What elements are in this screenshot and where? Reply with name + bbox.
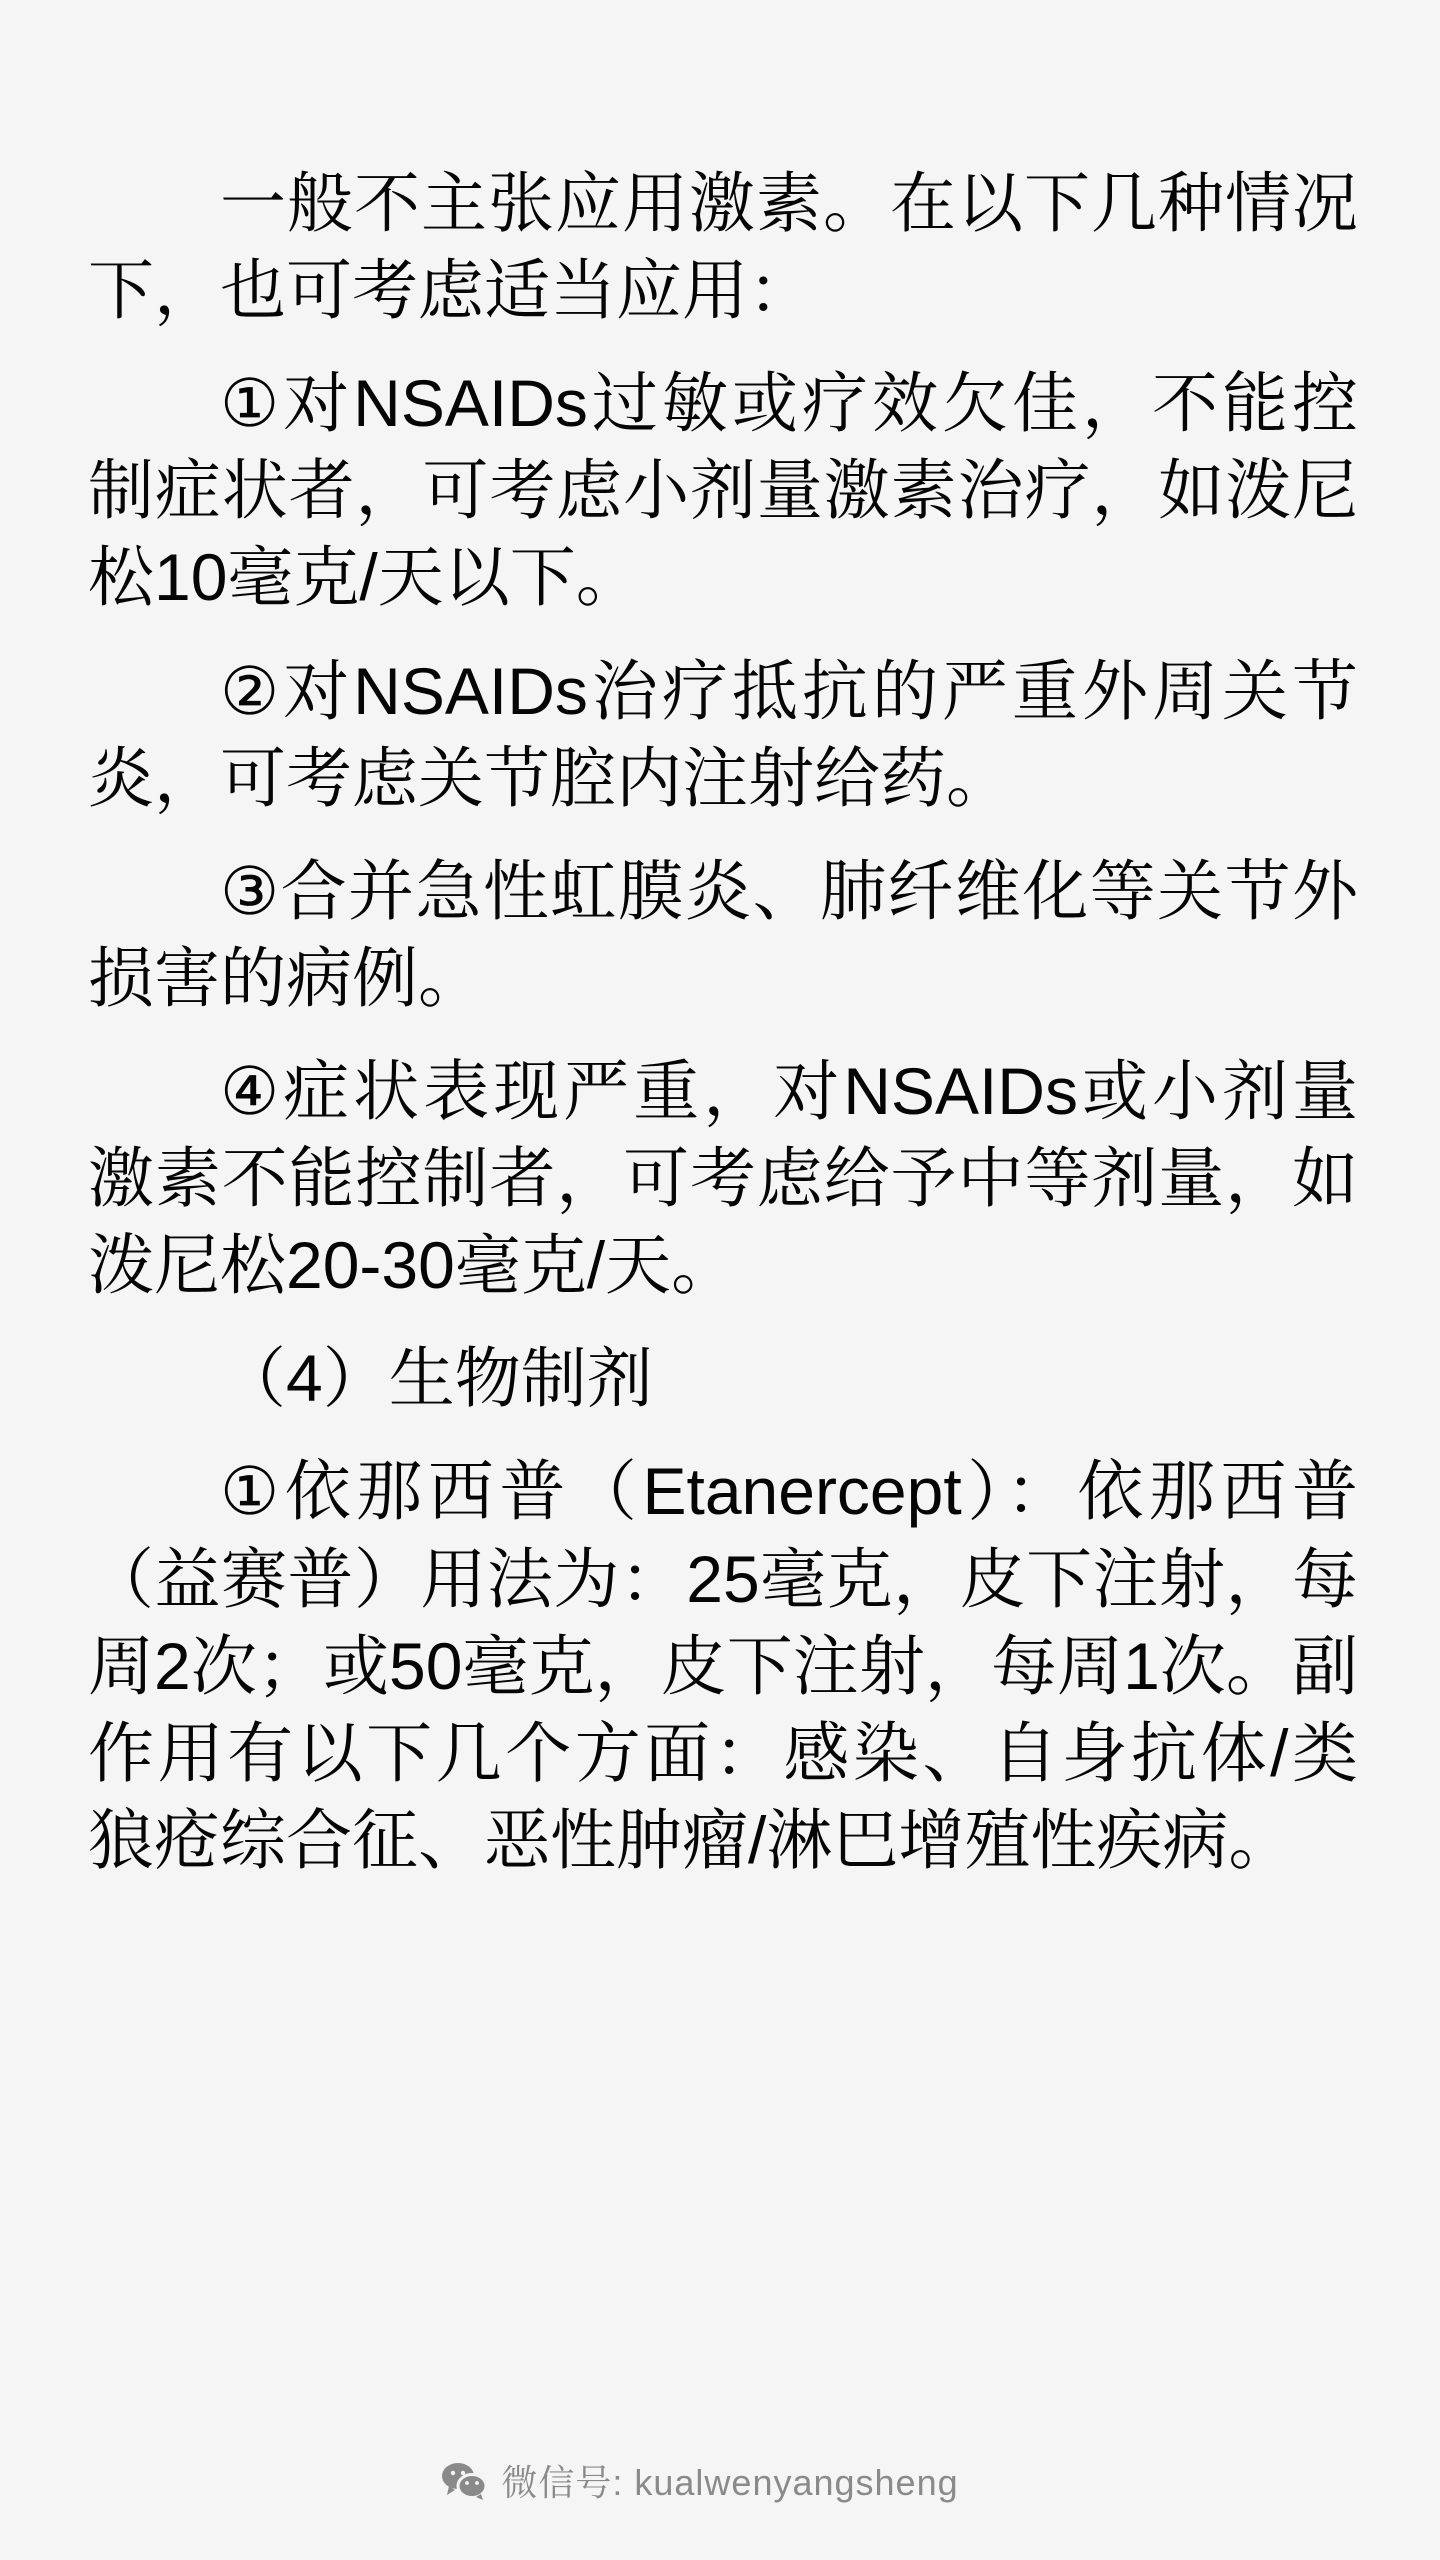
paragraph-3: ②对NSAIDs治疗抵抗的严重外周关节炎，可考虑关节腔内注射给药。 [88, 653, 1358, 815]
paragraph-1: 一般不主张应用激素。在以下几种情况下，也可考虑适当应用： [88, 166, 1358, 328]
wechat-icon [441, 2462, 487, 2500]
paragraph-7: ①依那西普（Etanercept）：依那西普（益赛普）用法为：25毫克，皮下注射，每周2次；或50毫克，皮下注射，每周1次。副作用有以下几个方面：感染、自身抗体/类狼疮综合征、恶性肿瘤/淋巴增殖性疾病。 [88, 1454, 1358, 1877]
footer [0, 2455, 1440, 2506]
paragraph-6: （4）生物制剂 [220, 1341, 653, 1416]
article-body [88, 160, 1358, 1910]
paragraph-2: ①对NSAIDs过敏或疗效欠佳，不能控制症状者，可考虑小剂量激素治疗，如泼尼松10毫克/天以下。 [88, 366, 1358, 615]
paragraph-4: ③合并急性虹膜炎、肺纤维化等关节外损害的病例。 [88, 853, 1358, 1015]
paragraph-5: ④症状表现严重，对NSAIDs或小剂量激素不能控制者，可考虑给予中等剂量，如泼尼松20-30毫克/天。 [88, 1053, 1358, 1303]
footer-wechat-id: 微信号: kualwenyangsheng [501, 2462, 959, 2503]
